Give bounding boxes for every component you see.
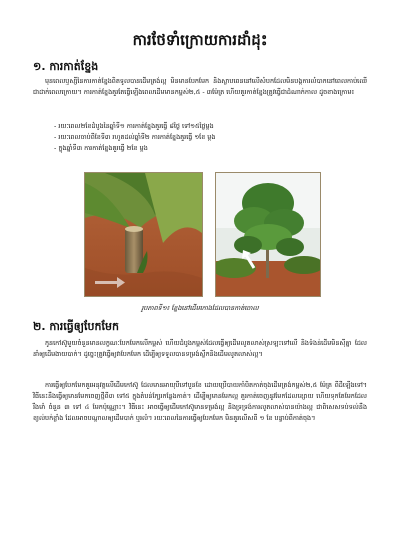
- section1-heading: ១. ការកាត់ខ្នែង: [33, 60, 99, 73]
- photo-cut-stem: [84, 172, 203, 297]
- section2-heading: ២. ការធ្វើឲ្យបែកមែក: [33, 320, 119, 333]
- photo-cut-stem-image: [85, 173, 202, 296]
- figure-caption: រូបភាពទី១៖ ខ្នែងនៅដើមកោងដែលបានកាត់ចោល: [141, 304, 259, 312]
- section1-bullet-list: [54, 121, 364, 154]
- photo-young-tree-image: [216, 173, 320, 296]
- bullet-item: - រយៈពេល២ខែដំបូងនៃឆ្នាំទី១ ការកាត់ខ្នែងគួរធ្វើ ៨ថ្ងៃ ទៅ១៥ថ្ងៃម្តង: [54, 121, 364, 132]
- photo-young-tree: [215, 172, 321, 297]
- section1-paragraph: មុនពេលឫស្សីនៃការកាត់ខ្នែងពិតទូលបានដើមត្រង់ល្អ មិនមានបែកមែក និងស្លាបពេននៅលើសំបកដែលមិនបង្កការលំបាកនៅពេលកាប់ឈើជាដាក់ពេលក្រោយ។ ការកាត់ខ្នែងគួរតែធ្វើឡើងពេលដើមមានកម្ពស់២,៥ - ៣ម៉ែត្រ ហើយគួរកាត់ខ្នែងត្រូវធ្វើជាដំណាក់កាល ដូចខាងក្រោម៖: [33, 77, 367, 96]
- section2-paragraph-2: ការធ្វើឲ្យបែកមែកគួរអនុវត្តលើដើមកៅស៊ូ ដែលមានអាយុបីទៅបួនខែ ដោយប្រើបាយកាំបិតកាត់ចុងដើមត្រង់កម្ពស់២,៥ ម៉ែត្រ ពីដីឡើងទៅ។ វិធីនេះនឹងធ្វើឲ្យមានមែកចេញថ្មីពី៣ ទៅ៥ ក្នុងតំបន់ក្បែរកន្លែងកាត់។ ដើម្បីឲ្យមានមែកល្អ គួរកាត់ចេញនូវមែកដែលខ្សោយ ហើយទុកតែមែកដែលរឹងមាំ ចំនួន ៣ ទៅ ៤ មែកប៉ុណ្ណោះ។ វិធីនេះ អាចធ្វើឲ្យដើមកៅស៊ូមានទម្រង់ល្អ និងទ្រទ្រង់ការលូតលាស់បានយ៉ាងល្អ ជាពិសេសទប់ទល់នឹងខ្យល់បក់ខ្លាំង ដែលអាចបណ្តាលឲ្យដើមបាក់ ឬរលំ។ រយៈពេលនៃការធ្វើឲ្យបែកមែក មិនគួរលើសពី ១ ខែ បន្ទាប់ពីកាត់ចុង។: [33, 381, 367, 422]
- bullet-item: - រយៈពេលចាប់ពីខែទី៣ រហូតដល់ឆ្នាំទី២ ការកាត់ខ្នែងគួរធ្វើ ១ខែ ម្តង: [54, 132, 364, 143]
- section2-paragraph-1: កូនកៅស៊ូមួយចំនួនមានលក្ខណៈបែកមែកលើកម្ពស់ ហើយដំបូងកម្ពស់ដែលធ្វើឲ្យដើមលូតលាស់ស្រឡះទៅលើ និងទំងន់ដើមមិនស៊ីគ្នា ដែលនាំឲ្យដើមងាយបាក់។ ដូច្នេះត្រូវធ្វើឲ្យវាបែកមែក ដើម្បីឲ្យទទួលបានទម្រង់ស្លឹកនិងដើមលូតលាស់ល្អ។: [33, 339, 367, 358]
- bullet-item: - ក្នុងឆ្នាំទី៣ ការកាត់ខ្នែងគួរធ្វើ ២ខែ ម្តង: [54, 143, 364, 154]
- page-title: ការថែទាំក្រោយការដាំដុះ: [132, 31, 268, 49]
